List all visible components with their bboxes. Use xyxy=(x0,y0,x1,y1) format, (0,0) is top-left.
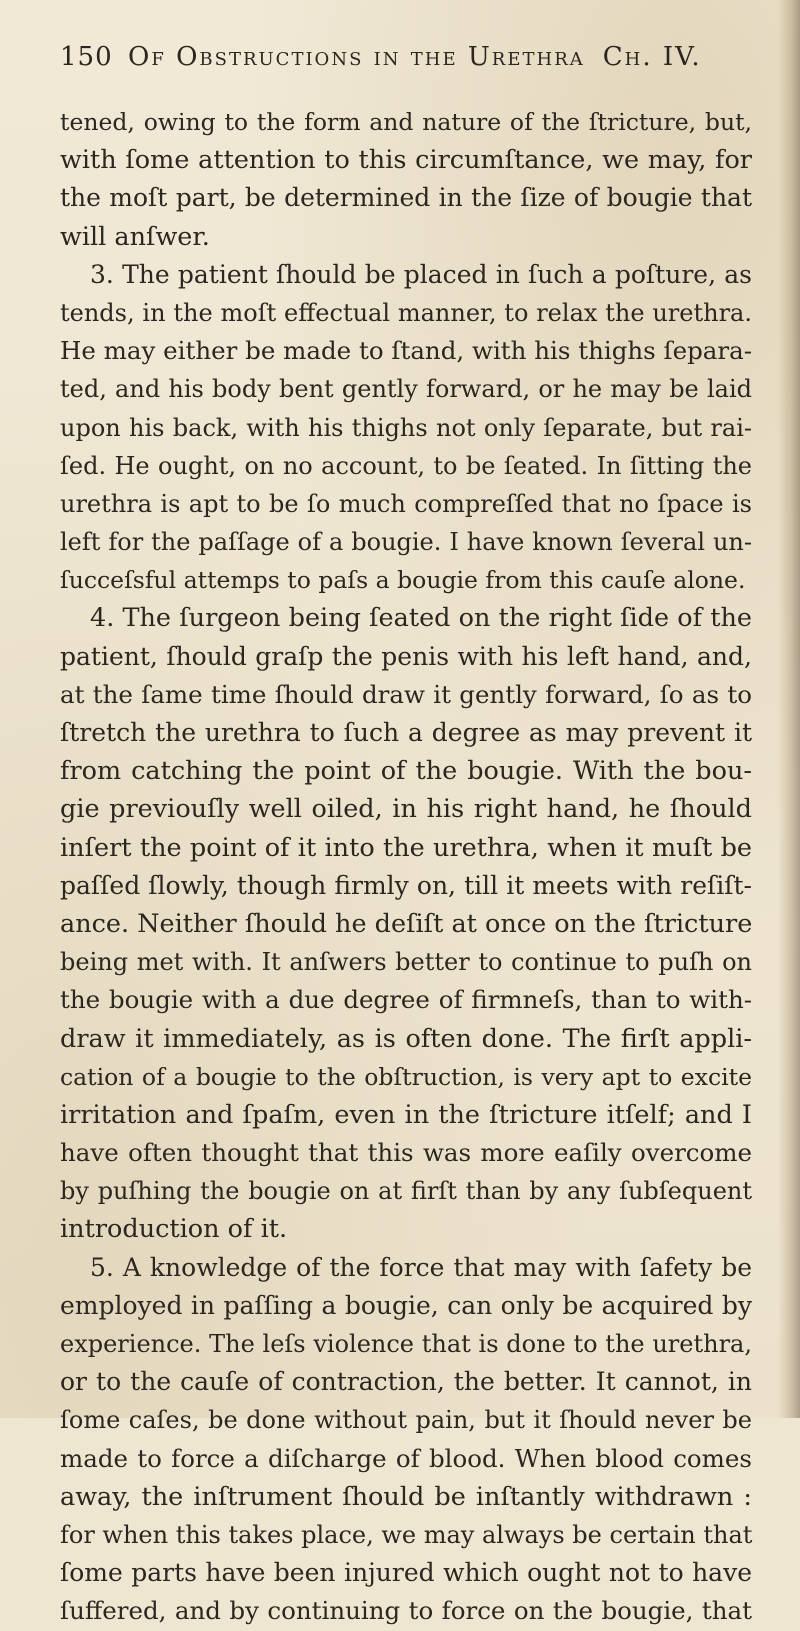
text-line: tened, owing to the form and nature of the ſtricture, but, xyxy=(60,108,752,136)
text-line: ted, and his body bent gently forward, or he may be laid xyxy=(60,375,752,404)
text-line: the moſt part, be determined in the ſize of bougie that xyxy=(60,183,752,213)
text-line: made to force a diſcharge of blood. When blood comes xyxy=(60,1443,752,1473)
text-line: tends, in the moſt effectual manner, to relax the urethra. xyxy=(60,298,752,327)
text-line: or to the cauſe of contraction, the better. It cannot, in xyxy=(60,1367,752,1397)
running-header xyxy=(60,24,750,94)
text-line: draw it immediately, as is often done. The firſt appli- xyxy=(60,1023,752,1054)
chapter-label: Ch. IV. xyxy=(602,42,702,72)
page-gutter-shadow xyxy=(778,0,800,1418)
text-line: introduction of it. xyxy=(60,1214,288,1245)
text-line: being met with. It anſwers better to continue to puſh on xyxy=(60,948,752,977)
text-line: by puſhing the bougie on at firſt than by any ſubſequent xyxy=(60,1177,752,1206)
text-line: inſert the point of it into the urethra, when it muſt be xyxy=(60,832,752,863)
page-number: 150 xyxy=(60,42,113,72)
text-line: ſucceſsful attemps to paſs a bougie from this cauſe alone. xyxy=(60,566,746,595)
text-line: ſuffered, and by continuing to force on the bougie, that xyxy=(60,1596,752,1626)
text-line: experience. The leſs violence that is done to the urethra, xyxy=(60,1330,752,1358)
text-line: 4. The ſurgeon being ſeated on the right ſide of the xyxy=(90,603,752,634)
running-title xyxy=(128,42,702,72)
text-line: 5. A knowledge of the force that may with ſafety be xyxy=(90,1252,752,1282)
text-line: will anſwer. xyxy=(60,221,210,252)
text-line: ſome caſes, be done without pain, but it ſhould never be xyxy=(60,1406,752,1435)
text-line: He may either be made to ſtand, with his thighs ſepara- xyxy=(60,336,752,366)
text-line: ſtretch the urethra to ſuch a degree as may prevent it xyxy=(60,718,752,747)
text-line: cation of a bougie to the obſtruction, is very apt to excite xyxy=(60,1062,752,1091)
text-line: gie previouſly well oiled, in his right hand, he ſhould xyxy=(60,794,752,825)
text-line: the bougie with a due degree of firmneſs, than to with- xyxy=(60,985,752,1015)
text-line: ſome parts have been injured which ought not to have xyxy=(60,1558,752,1588)
text-line: upon his back, with his thighs not only ſeparate, but rai- xyxy=(60,413,752,442)
text-line: patient, ſhould graſp the penis with his left hand, and, xyxy=(60,641,752,671)
text-line: paſſed ſlowly, though firmly on, till it meets with reſiſt- xyxy=(60,870,752,900)
body-text xyxy=(60,103,752,1631)
text-line: irritation and ſpaſm, even in the ſtricture itſelf; and I xyxy=(60,1099,752,1130)
text-line: with ſome attention to this circumſtance, we may, for xyxy=(60,145,752,176)
text-line: for when this takes place, we may always be certain that xyxy=(60,1520,753,1549)
text-line: urethra is apt to be ſo much compreſſed that no ſpace is xyxy=(60,489,752,518)
text-line: 3. The patient ſhould be placed in ſuch a poſture, as xyxy=(90,259,752,289)
text-line: away, the inſtrument ſhould be inſtantly withdrawn : xyxy=(60,1481,752,1512)
text-line: left for the paſſage of a bougie. I have known ſeveral un- xyxy=(60,528,752,557)
text-line: ance. Neither ſhould he deſiſt at once on the ſtricture xyxy=(60,908,753,939)
running-title-text: Of Obstructions in the Urethra xyxy=(128,42,585,72)
text-line: have often thought that this was more eaſily overcome xyxy=(60,1138,752,1168)
text-line: from catching the point of the bougie. With the bou- xyxy=(60,756,752,787)
text-line: employed in paſſing a bougie, can only be acquired by xyxy=(60,1290,752,1320)
text-line: ſed. He ought, on no account, to be ſeated. In ſitting the xyxy=(60,451,752,480)
text-line: at the ſame time ſhould draw it gently forward, ſo as to xyxy=(60,679,752,709)
